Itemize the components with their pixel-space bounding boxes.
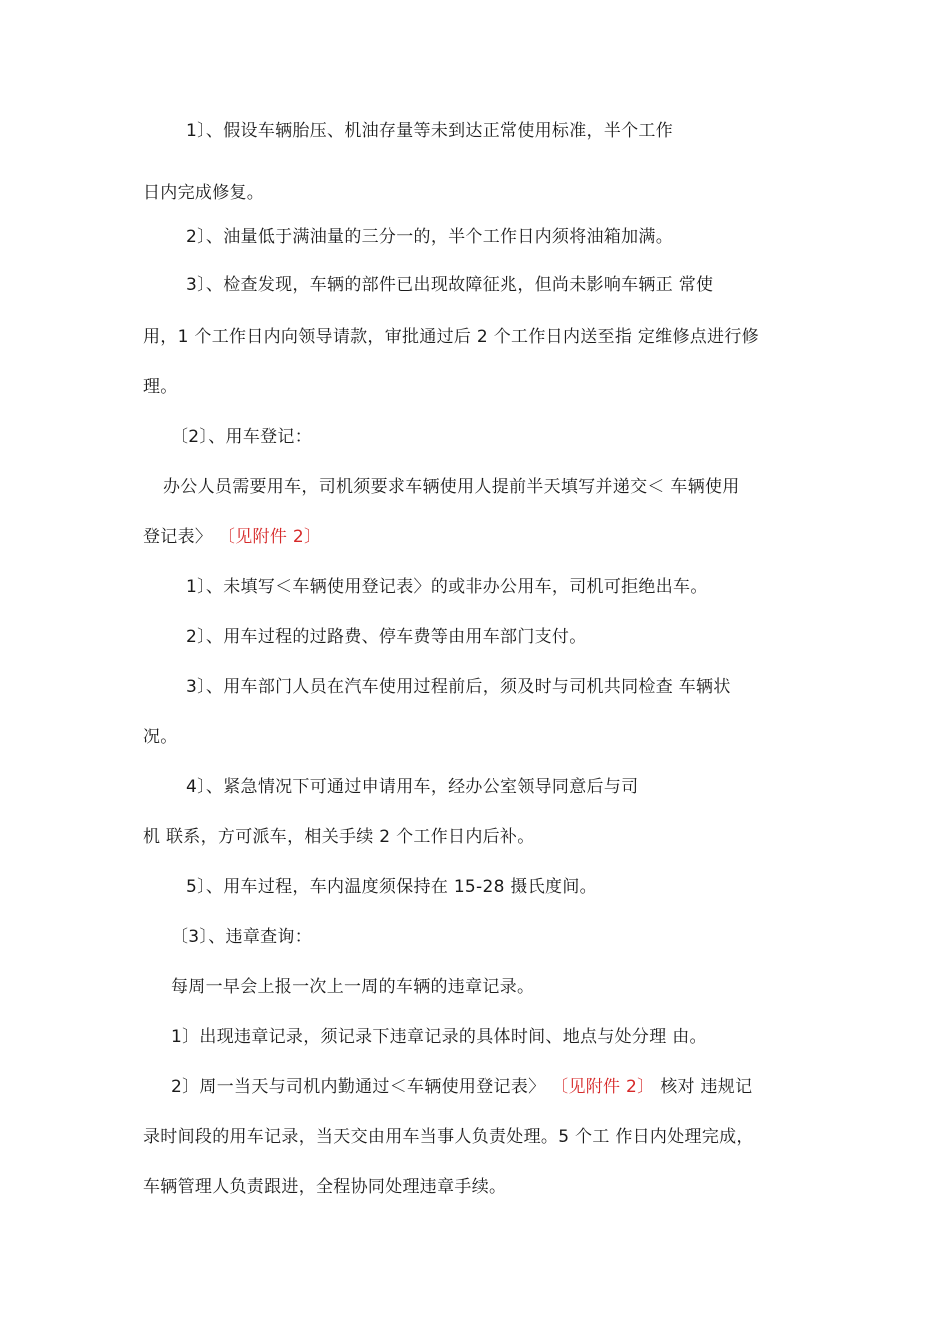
line-text: 车辆管理人负责跟进，全程协同处理违章手续。 bbox=[143, 1177, 507, 1197]
section-heading bbox=[171, 925, 851, 949]
paragraph-line bbox=[171, 975, 851, 999]
paragraph-line bbox=[186, 119, 866, 143]
paragraph-line bbox=[186, 625, 866, 649]
attachment-reference: 〔见附件 2〕 bbox=[551, 1077, 655, 1097]
paragraph-line bbox=[186, 875, 866, 899]
line-text: 5〕、用车过程，车内温度须保持在 15-28 摄氏度间。 bbox=[186, 877, 597, 897]
line-text: 用，1 个工作日内向领导请款，审批通过后 2 个工作日内送至指 定维修点进行修 bbox=[143, 327, 759, 347]
paragraph-line bbox=[163, 475, 843, 499]
line-text: 核对 违规记 bbox=[660, 1077, 753, 1097]
paragraph-line bbox=[143, 525, 823, 549]
paragraph-line bbox=[186, 775, 866, 799]
line-text: 4〕、紧急情况下可通过申请用车，经办公室领导同意后与司 bbox=[186, 777, 639, 797]
line-text: 2〕、油量低于满油量的三分一的，半个工作日内须将油箱加满。 bbox=[186, 227, 674, 247]
line-text: 1〕出现违章记录，须记录下违章记录的具体时间、地点与处分理 由。 bbox=[171, 1027, 707, 1047]
paragraph-line bbox=[186, 273, 866, 297]
heading-text: 〔2〕、用车登记： bbox=[171, 427, 313, 447]
line-text: 登记表〉 bbox=[143, 527, 213, 547]
heading-text: 〔3〕、违章查询： bbox=[171, 927, 313, 947]
attachment-reference: 〔见附件 2〕 bbox=[217, 527, 322, 547]
paragraph-line bbox=[143, 181, 823, 205]
paragraph-line bbox=[171, 1025, 851, 1049]
line-text: 2〕周一当天与司机内勤通过＜车辆使用登记表〉 bbox=[171, 1077, 546, 1097]
paragraph-line bbox=[186, 575, 866, 599]
line-text: 3〕、用车部门人员在汽车使用过程前后，须及时与司机共同检查 车辆状 bbox=[186, 677, 731, 697]
paragraph-line bbox=[143, 725, 823, 749]
line-text: 况。 bbox=[143, 727, 178, 747]
line-text: 每周一早会上报一次上一周的车辆的违章记录。 bbox=[171, 977, 535, 997]
paragraph-line bbox=[143, 375, 823, 399]
paragraph-line bbox=[171, 1075, 851, 1099]
paragraph-line bbox=[143, 1175, 823, 1199]
line-text: 1〕、假设车辆胎压、机油存量等未到达正常使用标准，半个工作 bbox=[186, 121, 674, 141]
line-text: 理。 bbox=[143, 377, 178, 397]
line-text: 录时间段的用车记录，当天交由用车当事人负责处理。5 个工 作日内处理完成， bbox=[143, 1127, 754, 1147]
paragraph-line bbox=[186, 225, 866, 249]
paragraph-line bbox=[186, 675, 866, 699]
line-text: 机 联系，方可派车，相关手续 2 个工作日内后补。 bbox=[143, 827, 535, 847]
paragraph-line bbox=[143, 1125, 823, 1149]
line-text: 1〕、未填写＜车辆使用登记表〉的或非办公用车，司机可拒绝出车。 bbox=[186, 577, 708, 597]
line-text: 日内完成修复。 bbox=[143, 183, 265, 203]
line-text: 2〕、用车过程的过路费、停车费等由用车部门支付。 bbox=[186, 627, 587, 647]
paragraph-line bbox=[143, 825, 823, 849]
section-heading bbox=[171, 425, 851, 449]
line-text: 3〕、检查发现，车辆的部件已出现故障征兆，但尚未影响车辆正 常使 bbox=[186, 275, 714, 295]
paragraph-line bbox=[143, 325, 823, 349]
line-text: 办公人员需要用车，司机须要求车辆使用人提前半天填写并递交＜ 车辆使用 bbox=[163, 477, 740, 497]
